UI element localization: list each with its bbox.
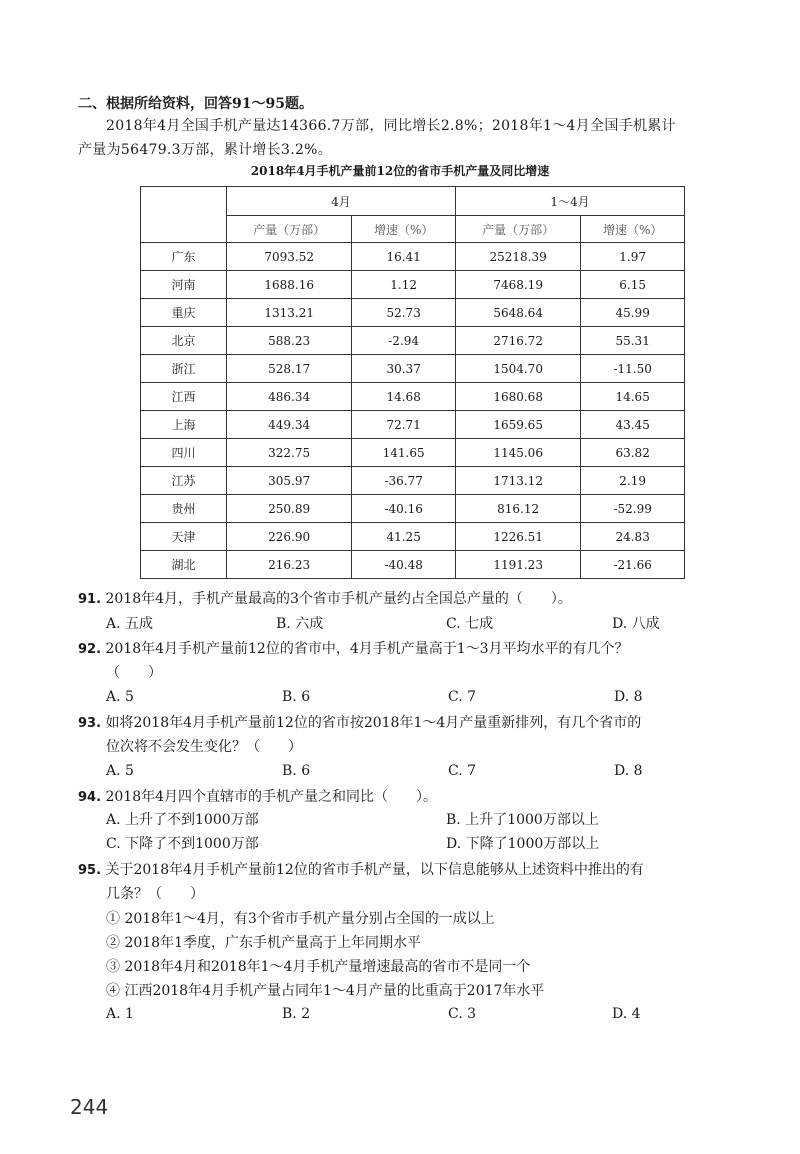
statement-3: ③ 2018年4月和2018年1～4月手机产量增速最高的省市不是同一个	[106, 959, 531, 975]
statement-2: ② 2018年1季度，广东手机产量高于上年同期水平	[106, 935, 421, 951]
option-93-a: A. 5	[106, 763, 134, 779]
april-growth-cell: 41.25	[352, 523, 456, 551]
intro-line-1: 2018年4月全国手机产量达14366.7万部，同比增长2.8%；2018年1～4月全国手机累计	[106, 118, 676, 134]
section-title: 二、根据所给资料，回答91～95题。	[78, 96, 313, 112]
province-cell: 河南	[141, 271, 227, 299]
option-92-d: D. 8	[614, 689, 643, 705]
province-cell: 江苏	[141, 467, 227, 495]
province-cell: 天津	[141, 523, 227, 551]
april-growth-cell: -2.94	[352, 327, 456, 355]
intro-line-2: 产量为56479.3万部，累计增长3.2%。	[78, 142, 333, 158]
ytd-growth-cell: 2.19	[581, 467, 685, 495]
sub-header-april-output: 产量（万部）	[227, 216, 352, 243]
april-growth-cell: -40.48	[352, 551, 456, 579]
question-92-line2: （ ）	[106, 665, 162, 681]
table-row	[141, 495, 685, 523]
ytd-growth-cell: 24.83	[581, 523, 685, 551]
statement-1: ① 2018年1～4月，有3个省市手机产量分别占全国的一成以上	[106, 911, 495, 927]
group-header-april: 4月	[227, 187, 456, 216]
data-table	[140, 186, 685, 579]
table-row	[141, 355, 685, 383]
province-cell: 广东	[141, 243, 227, 271]
option-91-c: C. 七成	[446, 616, 494, 632]
ytd-output-cell: 1713.12	[455, 467, 580, 495]
ytd-growth-cell: 43.45	[581, 411, 685, 439]
province-cell: 重庆	[141, 299, 227, 327]
option-91-a: A. 五成	[106, 616, 154, 632]
ytd-output-cell: 1145.06	[455, 439, 580, 467]
ytd-growth-cell: 63.82	[581, 439, 685, 467]
table-row	[141, 383, 685, 411]
april-output-cell: 322.75	[227, 439, 352, 467]
option-92-c: C. 7	[448, 689, 477, 705]
ytd-output-cell: 25218.39	[455, 243, 580, 271]
april-output-cell: 1688.16	[227, 271, 352, 299]
ytd-output-cell: 1680.68	[455, 383, 580, 411]
question-94	[78, 788, 437, 807]
question-text: 2018年4月，手机产量最高的3个省市手机产量约占全国总产量的（ ）。	[105, 591, 572, 607]
question-93	[78, 714, 641, 733]
april-output-cell: 226.90	[227, 523, 352, 551]
question-number: 93.	[78, 716, 102, 731]
option-91-d: D. 八成	[612, 616, 660, 632]
option-95-b: B. 2	[282, 1006, 311, 1022]
april-growth-cell: 16.41	[352, 243, 456, 271]
table-group-header-row	[141, 187, 685, 216]
question-95-line2: 几条？（ ）	[106, 886, 204, 902]
option-91-b: B. 六成	[276, 616, 324, 632]
question-number: 94.	[78, 790, 102, 805]
ytd-growth-cell: 45.99	[581, 299, 685, 327]
april-output-cell: 250.89	[227, 495, 352, 523]
question-91	[78, 590, 572, 609]
question-number: 95.	[78, 863, 102, 878]
question-93-line2: 位次将不会发生变化？（ ）	[106, 739, 302, 755]
ytd-output-cell: 1659.65	[455, 411, 580, 439]
group-header-jan-apr: 1～4月	[455, 187, 684, 216]
question-text: 如将2018年4月手机产量前12位的省市按2018年1～4月产量重新排列，有几个省市的	[105, 715, 642, 731]
province-cell: 江西	[141, 383, 227, 411]
option-93-d: D. 8	[614, 763, 643, 779]
ytd-output-cell: 1191.23	[455, 551, 580, 579]
question-text: 2018年4月四个直辖市的手机产量之和同比（ ）。	[105, 789, 438, 805]
table-row	[141, 439, 685, 467]
table-row	[141, 327, 685, 355]
ytd-growth-cell: -11.50	[581, 355, 685, 383]
province-cell: 上海	[141, 411, 227, 439]
april-growth-cell: 72.71	[352, 411, 456, 439]
april-output-cell: 449.34	[227, 411, 352, 439]
page-number: 244	[70, 1095, 109, 1119]
ytd-output-cell: 816.12	[455, 495, 580, 523]
ytd-output-cell: 2716.72	[455, 327, 580, 355]
question-92	[78, 640, 629, 659]
ytd-growth-cell: 1.97	[581, 243, 685, 271]
sub-header-ytd-output: 产量（万部）	[455, 216, 580, 243]
option-92-b: B. 6	[282, 689, 311, 705]
province-cell: 四川	[141, 439, 227, 467]
table-row	[141, 299, 685, 327]
table-title: 2018年4月手机产量前12位的省市手机产量及同比增速	[250, 164, 550, 178]
question-95	[78, 861, 644, 880]
sub-header-ytd-growth: 增速（%）	[581, 216, 685, 243]
april-output-cell: 486.34	[227, 383, 352, 411]
april-growth-cell: -36.77	[352, 467, 456, 495]
statement-4: ④ 江西2018年4月手机产量占同年1～4月产量的比重高于2017年水平	[106, 983, 545, 999]
province-cell: 浙江	[141, 355, 227, 383]
option-95-d: D. 4	[612, 1006, 641, 1022]
ytd-output-cell: 1504.70	[455, 355, 580, 383]
question-text: 2018年4月手机产量前12位的省市中，4月手机产量高于1～3月平均水平的有几个？	[105, 641, 629, 657]
april-output-cell: 588.23	[227, 327, 352, 355]
april-growth-cell: 30.37	[352, 355, 456, 383]
option-95-a: A. 1	[106, 1006, 134, 1022]
table-row	[141, 551, 685, 579]
ytd-growth-cell: -52.99	[581, 495, 685, 523]
option-94-d: D. 下降了1000万部以上	[446, 836, 600, 852]
province-cell: 湖北	[141, 551, 227, 579]
april-growth-cell: 52.73	[352, 299, 456, 327]
option-94-c: C. 下降了不到1000万部	[106, 836, 259, 852]
option-93-b: B. 6	[282, 763, 311, 779]
april-output-cell: 7093.52	[227, 243, 352, 271]
table-row	[141, 467, 685, 495]
april-output-cell: 305.97	[227, 467, 352, 495]
option-93-c: C. 7	[448, 763, 477, 779]
question-text: 关于2018年4月手机产量前12位的省市手机产量，以下信息能够从上述资料中推出的有	[105, 862, 644, 878]
april-output-cell: 1313.21	[227, 299, 352, 327]
table-row	[141, 411, 685, 439]
option-94-b: B. 上升了1000万部以上	[446, 812, 599, 828]
table-row	[141, 523, 685, 551]
ytd-growth-cell: -21.66	[581, 551, 685, 579]
ytd-growth-cell: 6.15	[581, 271, 685, 299]
ytd-growth-cell: 14.65	[581, 383, 685, 411]
question-number: 92.	[78, 642, 102, 657]
ytd-output-cell: 7468.19	[455, 271, 580, 299]
table-row	[141, 243, 685, 271]
sub-header-april-growth: 增速（%）	[352, 216, 456, 243]
option-94-a: A. 上升了不到1000万部	[106, 812, 259, 828]
option-95-c: C. 3	[448, 1006, 477, 1022]
table-row	[141, 271, 685, 299]
april-growth-cell: 141.65	[352, 439, 456, 467]
option-92-a: A. 5	[106, 689, 134, 705]
table-body	[141, 243, 685, 579]
province-cell: 北京	[141, 327, 227, 355]
province-cell: 贵州	[141, 495, 227, 523]
april-growth-cell: 1.12	[352, 271, 456, 299]
april-output-cell: 528.17	[227, 355, 352, 383]
april-growth-cell: 14.68	[352, 383, 456, 411]
april-output-cell: 216.23	[227, 551, 352, 579]
ytd-output-cell: 5648.64	[455, 299, 580, 327]
table-corner-cell	[141, 187, 227, 243]
april-growth-cell: -40.16	[352, 495, 456, 523]
question-number: 91.	[78, 592, 102, 607]
ytd-output-cell: 1226.51	[455, 523, 580, 551]
ytd-growth-cell: 55.31	[581, 327, 685, 355]
